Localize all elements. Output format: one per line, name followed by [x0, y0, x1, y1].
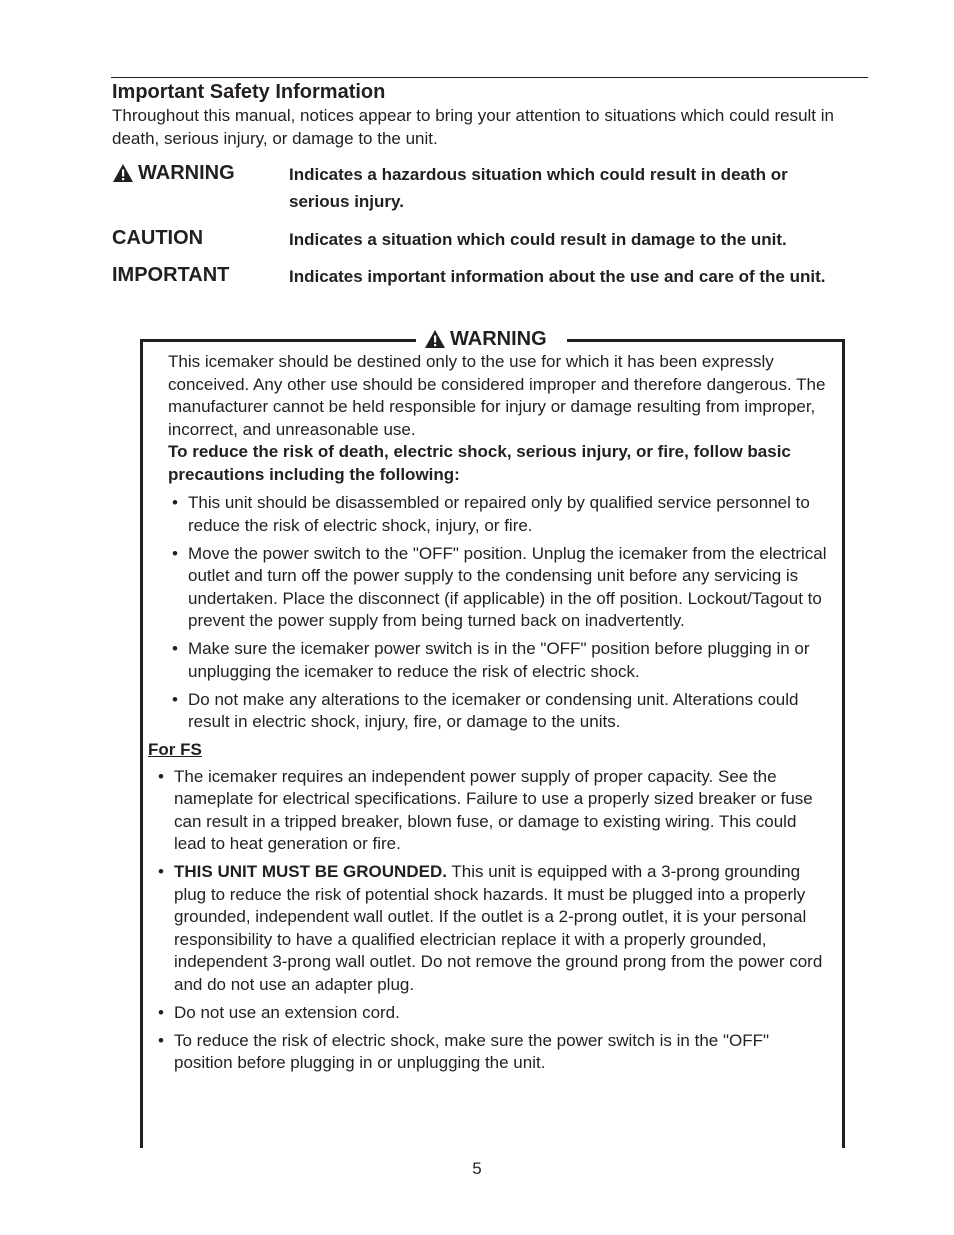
notice-description: Indicates important information about the use and care of the unit. — [289, 267, 826, 286]
notice-description: Indicates a situation which could result in damage to the unit. — [289, 230, 787, 249]
warning-box-heading-label: WARNING — [450, 328, 547, 350]
list-item: • This unit should be disassembled or repaired only by qualified service personnel to reduce the risk of electric shock, injury, or fire. — [172, 493, 810, 535]
notice-description: Indicates a hazardous situation which could result in death or serious injury. — [289, 165, 788, 211]
warning-box-right-border — [842, 340, 845, 1148]
top-rule — [111, 77, 868, 78]
notice-term-label: WARNING — [138, 162, 235, 184]
list-item: • To reduce the risk of electric shock, make sure the power switch is in the "OFF" position before plugging in or unplugging the unit. — [158, 1030, 770, 1072]
list-item: • Move the power switch to the "OFF" position. Unplug the icemaker from the electrical outlet and turn off the power supply to the condensing unit before any servicing is undertaken. Place the disconnect (if applicable) in the off position. Lockout/Tagout to prevent the power supply from being turned back on inadvertently. — [172, 543, 827, 630]
warning-triangle-icon — [112, 163, 134, 183]
notice-term-label: CAUTION — [112, 227, 204, 249]
notice-term-caution — [112, 226, 203, 250]
section-title: Important Safety Information — [112, 81, 386, 103]
intro-paragraph: Throughout this manual, notices appear to bring your attention to situations which could result in death, serious injury, or damage to the unit. — [112, 106, 834, 148]
warning-triangle-icon — [424, 329, 446, 349]
fs-precautions-list — [154, 766, 828, 1075]
warning-box-left-border — [140, 340, 143, 1148]
grounded-emphasis: THIS UNIT MUST BE GROUNDED. — [174, 862, 447, 881]
fs-subheading: For FS — [148, 740, 202, 759]
warning-box-top-border-left — [140, 339, 416, 342]
warning-box-content — [148, 351, 828, 1080]
warning-box-heading — [424, 326, 547, 352]
list-item: • Do not make any alterations to the icemaker or condensing unit. Alterations could result in electric shock, injury, fire, or damage to the units. — [172, 689, 799, 731]
list-item: • Do not use an extension cord. — [158, 1002, 400, 1022]
list-item: • The icemaker requires an independent power supply of proper capacity. See the nameplate for electrical specifications. Failure to use a properly sized breaker or fuse can result in a tripped breaker, blown fuse, or damage to existing wiring. This could lead to heat generation or fire. — [158, 766, 813, 853]
notice-term-warning — [112, 161, 235, 185]
list-item: • THIS UNIT MUST BE GROUNDED. This unit is equipped with a 3-prong grounding plug to reduce the risk of potential shock hazards. It must be plugged into a properly grounded, independent wall outlet. If the outlet is a 2-prong outlet, it is your personal responsibility to have a qualified electrician replace it with a properly grounded, independent 3-prong wall outlet. Do not remove the ground prong from the power cord and do not use an adapter plug. — [158, 862, 823, 994]
list-item: • Make sure the icemaker power switch is in the "OFF" position before plugging in or unplugging the icemaker to reduce the risk of electric shock. — [172, 639, 810, 681]
precautions-list — [168, 492, 828, 734]
notice-term-label: IMPORTANT — [112, 264, 230, 286]
warning-box-top-border-right — [567, 339, 845, 342]
notice-term-important — [112, 263, 229, 287]
warning-box-intro: This icemaker should be destined only to the use for which it has been expressly conceived. Any other use should be considered improper and therefore dangerous. The manufacturer cannot be held responsible for injury or damage resulting from improper, incorrect, and unreasonable use. — [168, 352, 826, 439]
warning-box-emphasis: To reduce the risk of death, electric shock, serious injury, or fire, follow basic precautions including the following: — [168, 442, 791, 484]
page-number: 5 — [472, 1159, 482, 1178]
